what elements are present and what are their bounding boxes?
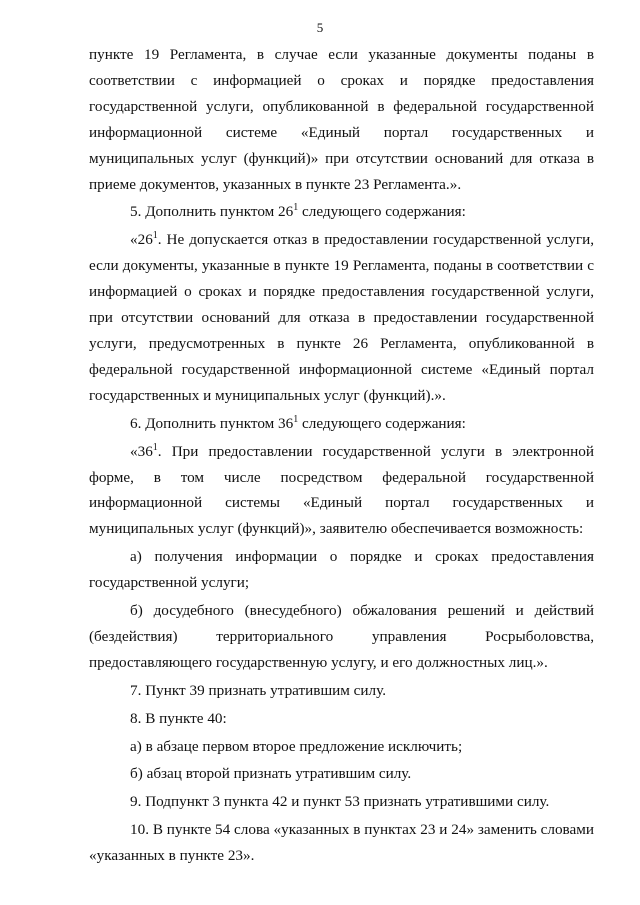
paragraph-5	[89, 199, 594, 225]
superscript: 1	[152, 230, 158, 242]
page-number: 5	[316, 20, 324, 35]
paragraph-8	[89, 706, 594, 732]
document-body	[89, 42, 594, 869]
paragraph-text: б) досудебного (внесудебного) обжалования решений и действий (бездействия) территориального управления Росрыболовства, предоставляющего государственную услугу, и его должностных лиц.».	[89, 602, 594, 671]
paragraph-text: «36	[130, 442, 153, 460]
paragraph-text: следующего содержания:	[298, 203, 466, 221]
paragraph-text: . Не допускается отказ в предоставлении государственной услуги, если документы, указанные в пункте 19 Регламента, поданы в соответствии с информацией о сроках и порядке предоставления государственной услуги, при отсутствии оснований для отказа в предоставлении государственной услуги, предусмотренных в пункте 26 Регламента, опубликованной в федеральной государственной информационной системе «Единый портал государственных и муниципальных услуг (функций).».	[89, 231, 594, 404]
paragraph-9	[89, 789, 594, 815]
paragraph-text: следующего содержания:	[298, 414, 466, 432]
superscript: 1	[293, 202, 299, 214]
paragraph-36-1	[89, 439, 594, 543]
paragraph-a	[89, 544, 594, 596]
superscript: 1	[293, 413, 299, 425]
paragraph-text: пункте 19 Регламента, в случае если указанные документы поданы в соответствии с информацией о сроках и порядке предоставления государственной услуги, опубликованной в федеральной государственной информационной системе «Единый портал государственных и муниципальных услуг (функций)» при отсутствии оснований для отказа в приеме документов, указанных в пункте 23 Регламента.».	[89, 46, 594, 193]
paragraph-text: а) в абзаце первом второе предложение исключить;	[130, 737, 463, 755]
paragraph-8b	[89, 761, 594, 787]
paragraph-text: б) абзац второй признать утратившим силу.	[130, 765, 412, 783]
superscript: 1	[152, 441, 158, 453]
paragraph-text: 7. Пункт 39 признать утратившим силу.	[130, 681, 386, 699]
paragraph-text: . При предоставлении государственной услуги в электронной форме, в том числе посредством федеральной государственной информационной системы «Единый портал государственных и муниципальных услуг (функций)», заявителю обеспечивается возможность:	[89, 442, 594, 538]
paragraph-text: 10. В пункте 54 слова «указанных в пунктах 23 и 24» заменить словами «указанных в пункте 23».	[89, 821, 594, 865]
paragraph-text: 8. В пункте 40:	[130, 709, 227, 727]
paragraph-26-1	[89, 227, 594, 408]
paragraph-7	[89, 678, 594, 704]
paragraph-text: 5. Дополнить пунктом 26	[130, 203, 294, 221]
paragraph-8a	[89, 734, 594, 760]
paragraph-text: 6. Дополнить пунктом 36	[130, 414, 294, 432]
paragraph-b	[89, 598, 594, 676]
paragraph-text: 9. Подпункт 3 пункта 42 и пункт 53 признать утратившими силу.	[130, 793, 550, 811]
paragraph-text: «26	[130, 231, 153, 249]
paragraph-10	[89, 817, 594, 869]
paragraph-cont	[89, 42, 594, 197]
paragraph-6	[89, 411, 594, 437]
paragraph-text: а) получения информации о порядке и сроках предоставления государственной услуги;	[89, 548, 594, 592]
